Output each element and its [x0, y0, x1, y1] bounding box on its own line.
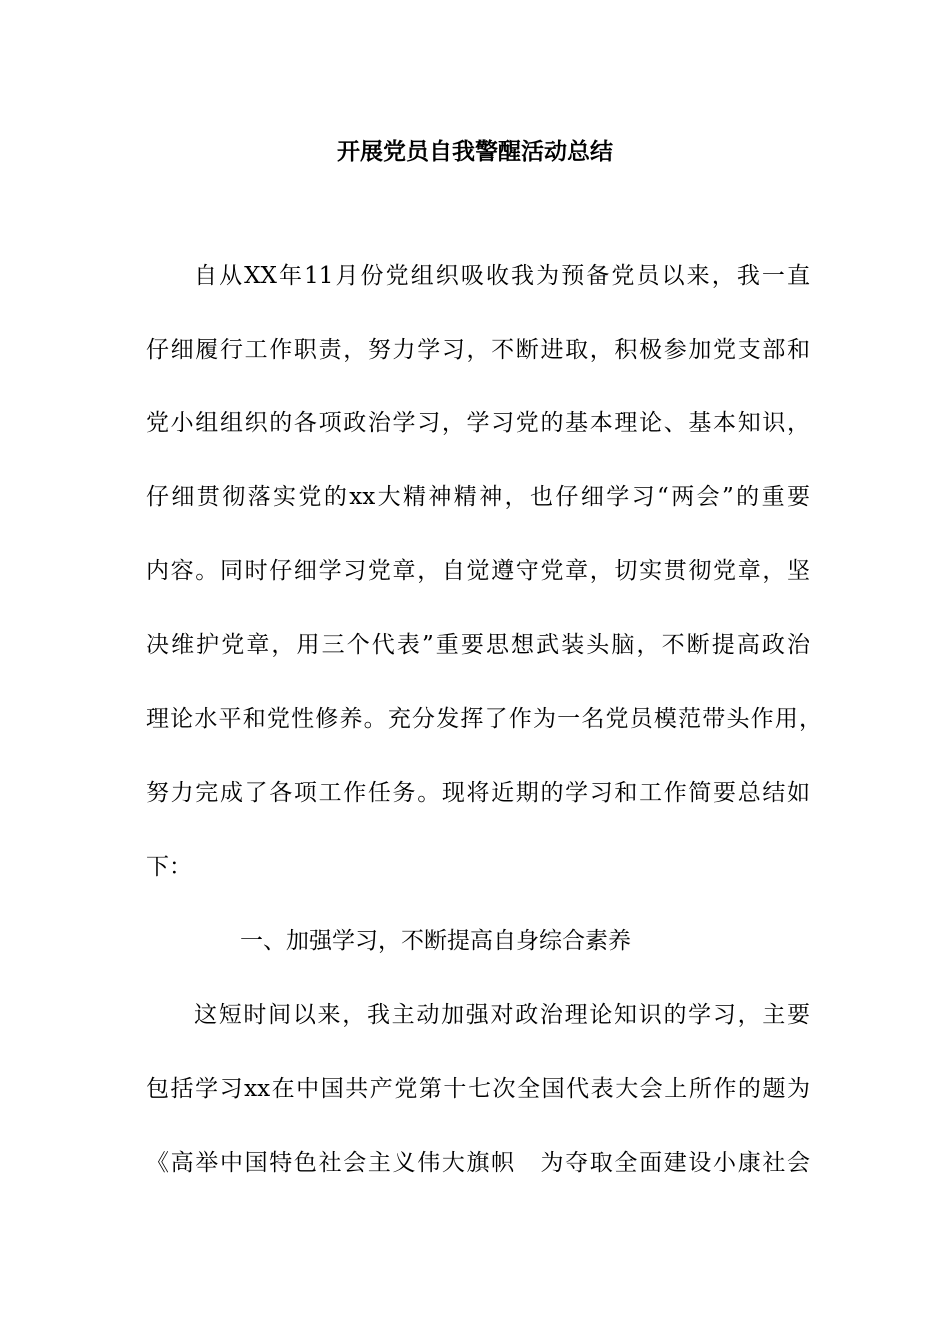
paragraph-line: 仔细贯彻落实党的xx大精神精神，也仔细学习“两会”的重要	[146, 484, 810, 510]
paragraph-line: 内容。同时仔细学习党章，自觉遵守党章，切实贯彻党章，坚	[146, 558, 810, 584]
paragraph-line: 决维护党章，用三个代表”重要思想武装头脑，不断提高政治	[146, 632, 810, 658]
paragraph-line: 这短时间以来，我主动加强对政治理论知识的学习，主要	[194, 1002, 810, 1028]
paragraph-line: 自从XX年11月份党组织吸收我为预备党员以来，我一直	[194, 263, 810, 289]
document-title: 开展党员自我警醒活动总结	[337, 139, 613, 165]
paragraph-line: 下：	[146, 854, 192, 880]
paragraph-line: 理论水平和党性修养。充分发挥了作为一名党员模范带头作用，	[146, 706, 822, 732]
section-heading: 一、加强学习，不断提高自身综合素养	[240, 928, 631, 954]
paragraph-line: 《高举中国特色社会主义伟大旗帜 为夺取全面建设小康社会	[146, 1150, 810, 1176]
paragraph-line: 努力完成了各项工作任务。现将近期的学习和工作简要总结如	[146, 780, 810, 806]
paragraph-line: 包括学习xx在中国共产党第十七次全国代表大会上所作的题为	[146, 1076, 810, 1102]
paragraph-line: 党小组组织的各项政治学习，学习党的基本理论、基本知识，	[146, 410, 810, 436]
paragraph-line: 仔细履行工作职责，努力学习，不断进取，积极参加党支部和	[146, 337, 810, 363]
